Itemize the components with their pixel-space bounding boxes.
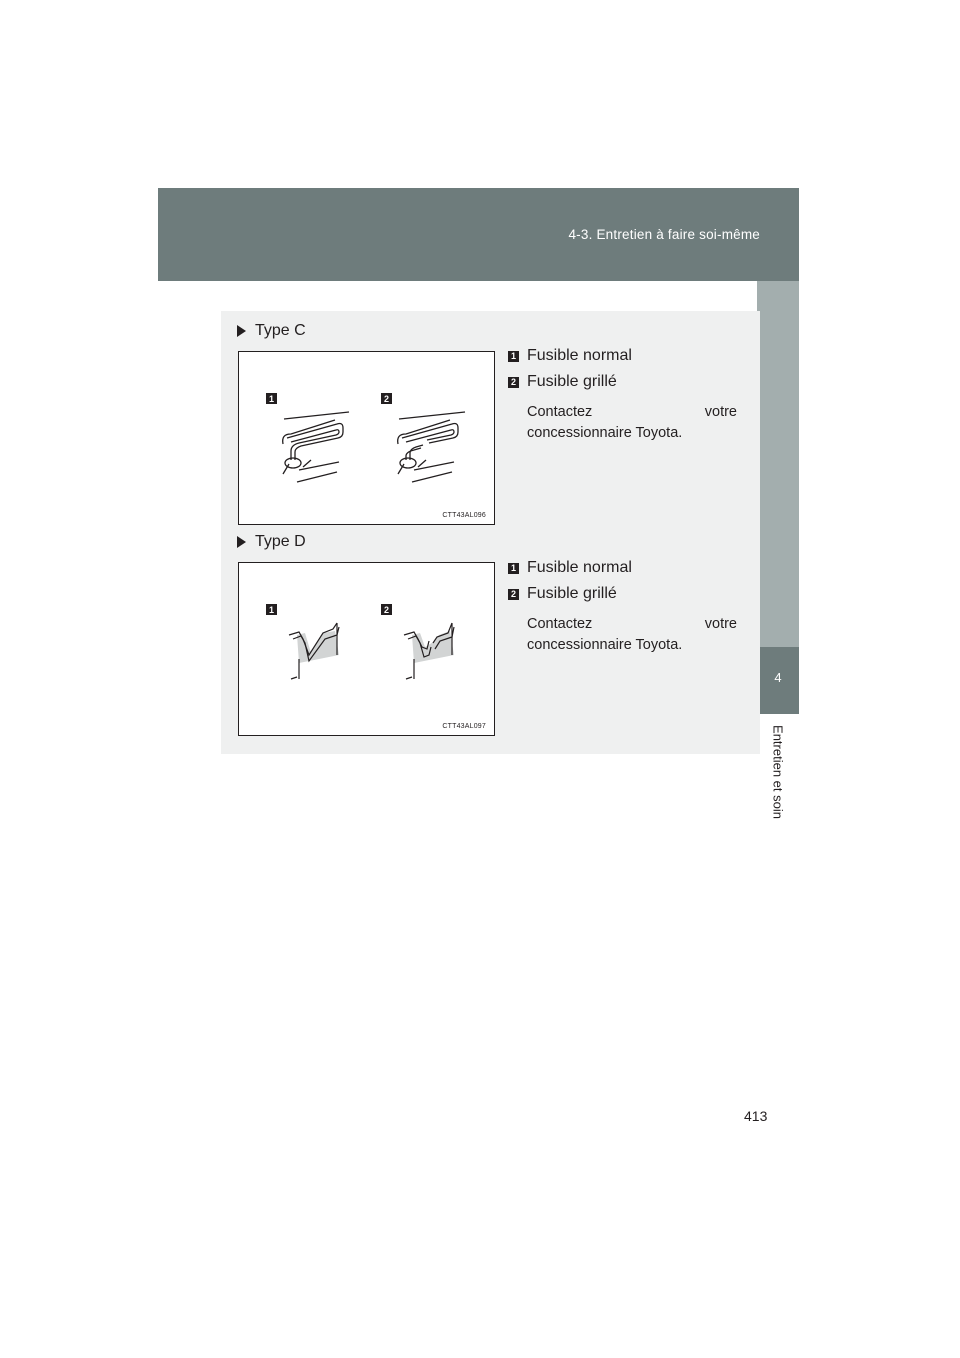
- note-word: Contactez: [527, 616, 593, 632]
- chapter-tab[interactable]: [757, 647, 799, 714]
- type-d-heading-text: Type D: [255, 533, 306, 550]
- figure-code: CTT43AL097: [442, 723, 486, 730]
- number-1-badge-icon: 1: [508, 563, 519, 574]
- type-d-heading: [237, 533, 306, 551]
- figure-code: CTT43AL096: [442, 512, 486, 519]
- chapter-number: 4: [774, 670, 782, 685]
- triangle-bullet-icon: [237, 325, 246, 337]
- number-1-badge-icon: 1: [508, 351, 519, 362]
- number-2-badge-icon: 2: [508, 377, 519, 388]
- content-box: [221, 311, 760, 754]
- chapter-label: Entretien et soin: [770, 725, 786, 819]
- callout-normal-fuse: [508, 347, 632, 365]
- dealer-note: [527, 614, 737, 656]
- note-word: votre: [704, 404, 737, 420]
- callout-label: Fusible normal: [527, 559, 632, 576]
- triangle-bullet-icon: [237, 536, 246, 548]
- callout-label: Fusible grillé: [527, 373, 617, 390]
- normal-fuse-element-icon: [283, 412, 349, 482]
- note-line: concessionnaire Toyota.: [527, 425, 683, 441]
- side-tab-background: [757, 281, 799, 647]
- header-band: [158, 188, 799, 281]
- callout-label: Fusible normal: [527, 347, 632, 364]
- note-word: votre: [704, 616, 737, 632]
- note-line: concessionnaire Toyota.: [527, 637, 683, 653]
- page-number: 413: [744, 1108, 768, 1124]
- callout-normal-fuse: [508, 559, 632, 577]
- section-title: 4-3. Entretien à faire soi-même: [568, 227, 760, 242]
- callout-blown-fuse: [508, 373, 617, 391]
- note-word: Contactez: [527, 404, 593, 420]
- fuse-type-c-drawing: [239, 352, 496, 526]
- type-c-heading: [237, 322, 306, 340]
- figure-marker-2-label: 2: [383, 394, 390, 404]
- number-2-badge-icon: 2: [508, 589, 519, 600]
- figure-marker-1-label: 1: [268, 394, 275, 404]
- blown-fuse-element-icon: [398, 412, 465, 482]
- fuse-type-c-illustration: [238, 351, 495, 525]
- callout-blown-fuse: [508, 585, 617, 603]
- fuse-type-d-drawing: [239, 563, 496, 737]
- normal-strip-fuse-icon: [289, 623, 339, 679]
- type-c-heading-text: Type C: [255, 322, 306, 339]
- callout-label: Fusible grillé: [527, 585, 617, 602]
- blown-strip-fuse-icon: [404, 623, 454, 679]
- figure-marker-1-label: 1: [268, 605, 275, 615]
- fuse-type-d-illustration: [238, 562, 495, 736]
- figure-marker-2-label: 2: [383, 605, 390, 615]
- dealer-note: [527, 402, 737, 444]
